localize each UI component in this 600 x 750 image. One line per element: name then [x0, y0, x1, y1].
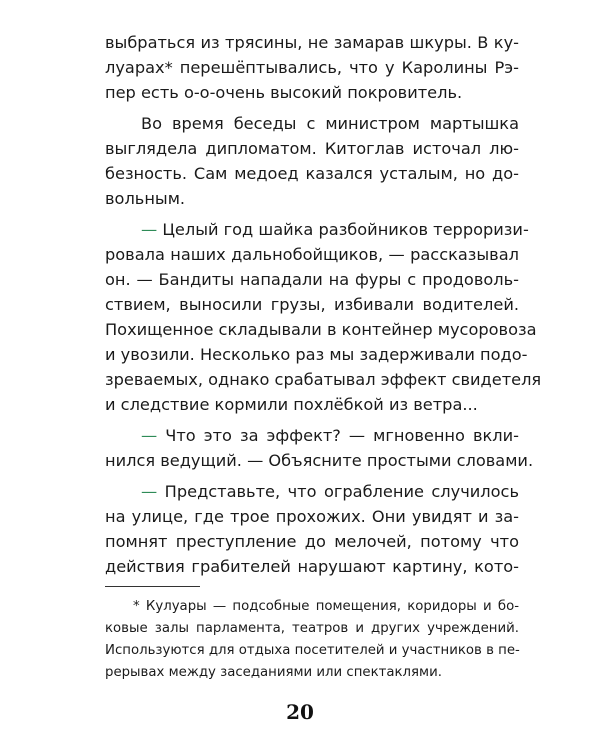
text-line: Во время беседы с министром мартышка: [141, 114, 519, 133]
text-line: ровала наших дальнобойщиков, — рассказывал: [105, 245, 519, 264]
page-number: 20: [286, 700, 314, 724]
text-line: и увозили. Несколько раз мы задерживали подо-: [105, 345, 528, 364]
footnote-line: ковые залы парламента, театров и других учреждений.: [105, 621, 519, 636]
text-line-content: Целый год шайка разбойников терроризи-: [157, 220, 529, 239]
text-line: действия грабителей нарушают картину, кото-: [105, 557, 519, 576]
footnote-line: рерывах между заседаниями или спектаклями.: [105, 665, 442, 680]
text-line: на улице, где трое прохожих. Они увидят и за-: [105, 507, 519, 526]
text-line-content: Представьте, что ограбление случилось: [157, 482, 519, 501]
paragraph-1: [105, 30, 519, 105]
text-line: зреваемых, однако срабатывал эффект свидетеля: [105, 370, 542, 389]
text-line: вольным.: [105, 189, 186, 208]
text-line: луарах* перешёптывались, что у Каролины Рэ-: [105, 58, 519, 77]
footnote-line: Используются для отдыха посетителей и участников в пе-: [105, 643, 520, 658]
text-line: выглядела дипломатом. Китоглав источал лю-: [105, 139, 519, 158]
paragraph-2: [105, 111, 519, 211]
text-line: [105, 479, 519, 504]
text-line: безность. Сам медоед казался усталым, но до-: [105, 164, 519, 183]
text-line-content: Что это за эффект? — мгновенно вкли-: [157, 426, 519, 445]
footnote-divider: [105, 586, 200, 587]
text-line: он. — Бандиты нападали на фуры с продоволь-: [105, 270, 519, 289]
text-line: Похищенное складывали в контейнер мусоровоза: [105, 320, 537, 339]
main-text: [105, 30, 542, 579]
text-line: ствием, выносили грузы, избивали водителей.: [105, 295, 519, 314]
text-line: пер есть о-о-очень высокий покровитель.: [105, 83, 463, 102]
text-line: нился ведущий. — Объясните простыми словами.: [105, 451, 534, 470]
dialogue-dash: —: [141, 220, 158, 239]
paragraph-3: [105, 217, 542, 417]
text-line: выбраться из трясины, не замарав шкуры. В ку-: [105, 33, 519, 52]
paragraph-5: [105, 479, 519, 579]
footnote: [105, 596, 519, 684]
text-line: [105, 217, 529, 242]
paragraph-4: [105, 423, 534, 473]
text-line: и следствие кормили похлёбкой из ветра...: [105, 395, 478, 414]
dialogue-dash: —: [141, 482, 158, 501]
text-line: помнят преступление до мелочей, потому что: [105, 532, 519, 551]
dialogue-dash: —: [141, 426, 158, 445]
text-line: [105, 423, 519, 448]
footnote-line: * Кулуары — подсобные помещения, коридоры и бо-: [133, 599, 519, 614]
